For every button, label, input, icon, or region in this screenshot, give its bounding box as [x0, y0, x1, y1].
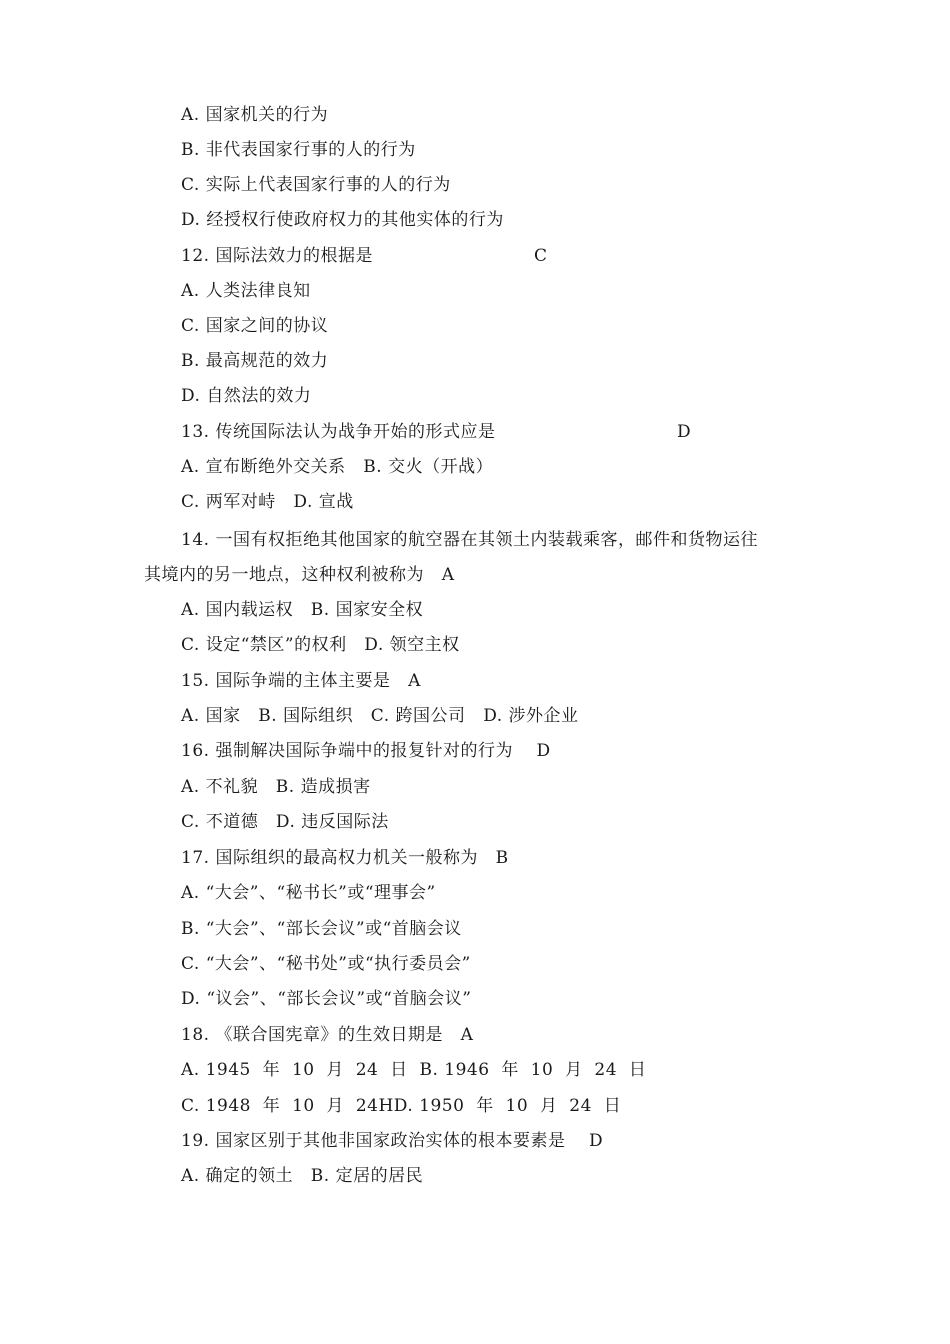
text-line: A. 人类法律良知 [181, 281, 311, 301]
text-line: A. 国家机关的行为 [181, 105, 329, 125]
text-line: C. “大会”、“秘书处”或“执行委员会” [181, 954, 471, 974]
text-line: A. 确定的领土 B. 定居的居民 [181, 1166, 424, 1186]
text-line: A. 1945 年 10 月 24 日 B. 1946 年 10 月 24 日 [181, 1060, 647, 1080]
text-line: A. “大会”、“秘书长”或“理事会” [181, 883, 436, 903]
text-line: C. 不道德 D. 违反国际法 [181, 812, 389, 832]
text-line: C. 两军对峙 D. 宣战 [181, 492, 354, 512]
question-16: 16. 强制解决国际争端中的报复针对的行为 D [181, 741, 551, 761]
answer-13: D [677, 422, 691, 442]
text-line: B. 最高规范的效力 [181, 351, 329, 371]
text-line: C. 实际上代表国家行事的人的行为 [181, 175, 451, 195]
question-15: 15. 国际争端的主体主要是 A [181, 671, 421, 691]
text-line: D. 经授权行使政府权力的其他实体的行为 [181, 210, 504, 230]
text-line: A. 国家 B. 国际组织 C. 跨国公司 D. 涉外企业 [181, 706, 579, 726]
question-14: 14. 一国有权拒绝其他国家的航空器在其领土内装载乘客，邮件和货物运往 [181, 530, 758, 550]
answer-12: C [534, 246, 548, 266]
question-14-continued: 其境内的另一地点，这种权利被称为 A [144, 565, 455, 585]
text-line: B. “大会”、“部长会议”或“首脑会议 [181, 919, 462, 939]
question-12: 12. 国际法效力的根据是 [181, 246, 373, 266]
question-17: 17. 国际组织的最高权力机关一般称为 B [181, 848, 509, 868]
question-13: 13. 传统国际法认为战争开始的形式应是 [181, 422, 496, 442]
question-19: 19. 国家区别于其他非国家政治实体的根本要素是 D [181, 1131, 604, 1151]
text-line: C. 国家之间的协议 [181, 316, 329, 336]
text-line: A. 不礼貌 B. 造成损害 [181, 777, 371, 797]
text-line: B. 非代表国家行事的人的行为 [181, 140, 416, 160]
question-18: 18. 《联合国宪章》的生效日期是 A [181, 1025, 474, 1045]
text-line: D. 自然法的效力 [181, 386, 312, 406]
text-line: C. 1948 年 10 月 24HD. 1950 年 10 月 24 日 [181, 1096, 622, 1116]
text-line: D. “议会”、“部长会议”或“首脑会议” [181, 989, 472, 1009]
text-line: C. 设定“禁区”的权利 D. 领空主权 [181, 635, 460, 655]
text-line: A. 宣布断绝外交关系 B. 交火（开战） [181, 457, 494, 477]
text-line: A. 国内载运权 B. 国家安全权 [181, 600, 424, 620]
